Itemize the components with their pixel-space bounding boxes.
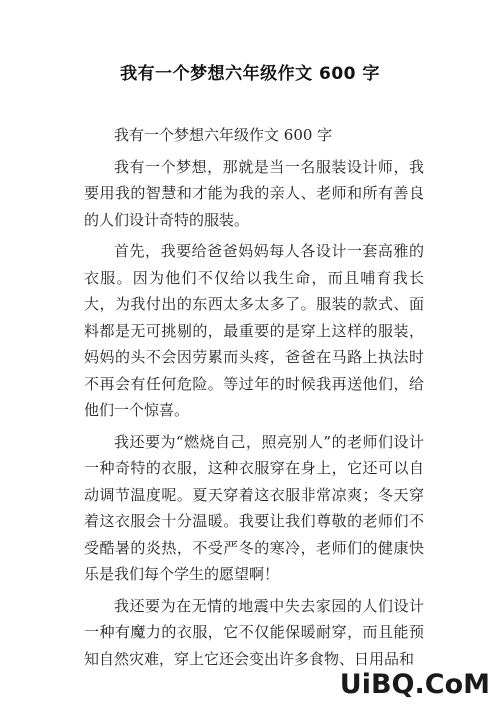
paragraph-1: 我有一个梦想六年级作文 600 字 xyxy=(114,126,333,144)
page-title: 我有一个梦想六年级作文 600 字 xyxy=(120,64,380,84)
watermark-logo xyxy=(304,665,492,699)
paragraph-5: 我还要为在无情的地震中失去家园的人们设计一种有魔力的衣服，它不仅能保暖耐穿，而且能预知自然灾难，穿上它还会变出许多食物、日用品和 xyxy=(84,596,424,668)
watermark-text: UiBQ.CoM xyxy=(339,669,490,699)
paragraph-2: 我有一个梦想，那就是当一名服装设计师，我要用我的智慧和才能为我的亲人、老师和所有善良的人们设计奇特的服装。 xyxy=(84,157,424,229)
paragraph-3: 首先，我要给爸爸妈妈每人各设计一套高雅的衣服。因为他们不仅给以我生命，而且哺育我长大，为我付出的东西太多太多了。服装的款式、面料都是无可挑剔的，最重要的是穿上这样的服装，妈妈的头不会因劳累而头疼，爸爸在马路上执法时不再会有任何危险。等过年的时候我再送他们，给他们一个惊喜。 xyxy=(84,242,424,419)
paragraph-4: 我还要为“燃烧自己，照亮别人”的老师们设计一种奇特的衣服，这种衣服穿在身上，它还可以自动调节温度呢。夏天穿着这衣服非常凉爽；冬天穿着这衣服会十分温暖。我要让我们尊敬的老师们不受酷暑的炎热，不受严冬的寒冷，老师们的健康快乐是我们每个学生的愿望啊！ xyxy=(84,432,424,583)
article-body xyxy=(84,122,424,672)
